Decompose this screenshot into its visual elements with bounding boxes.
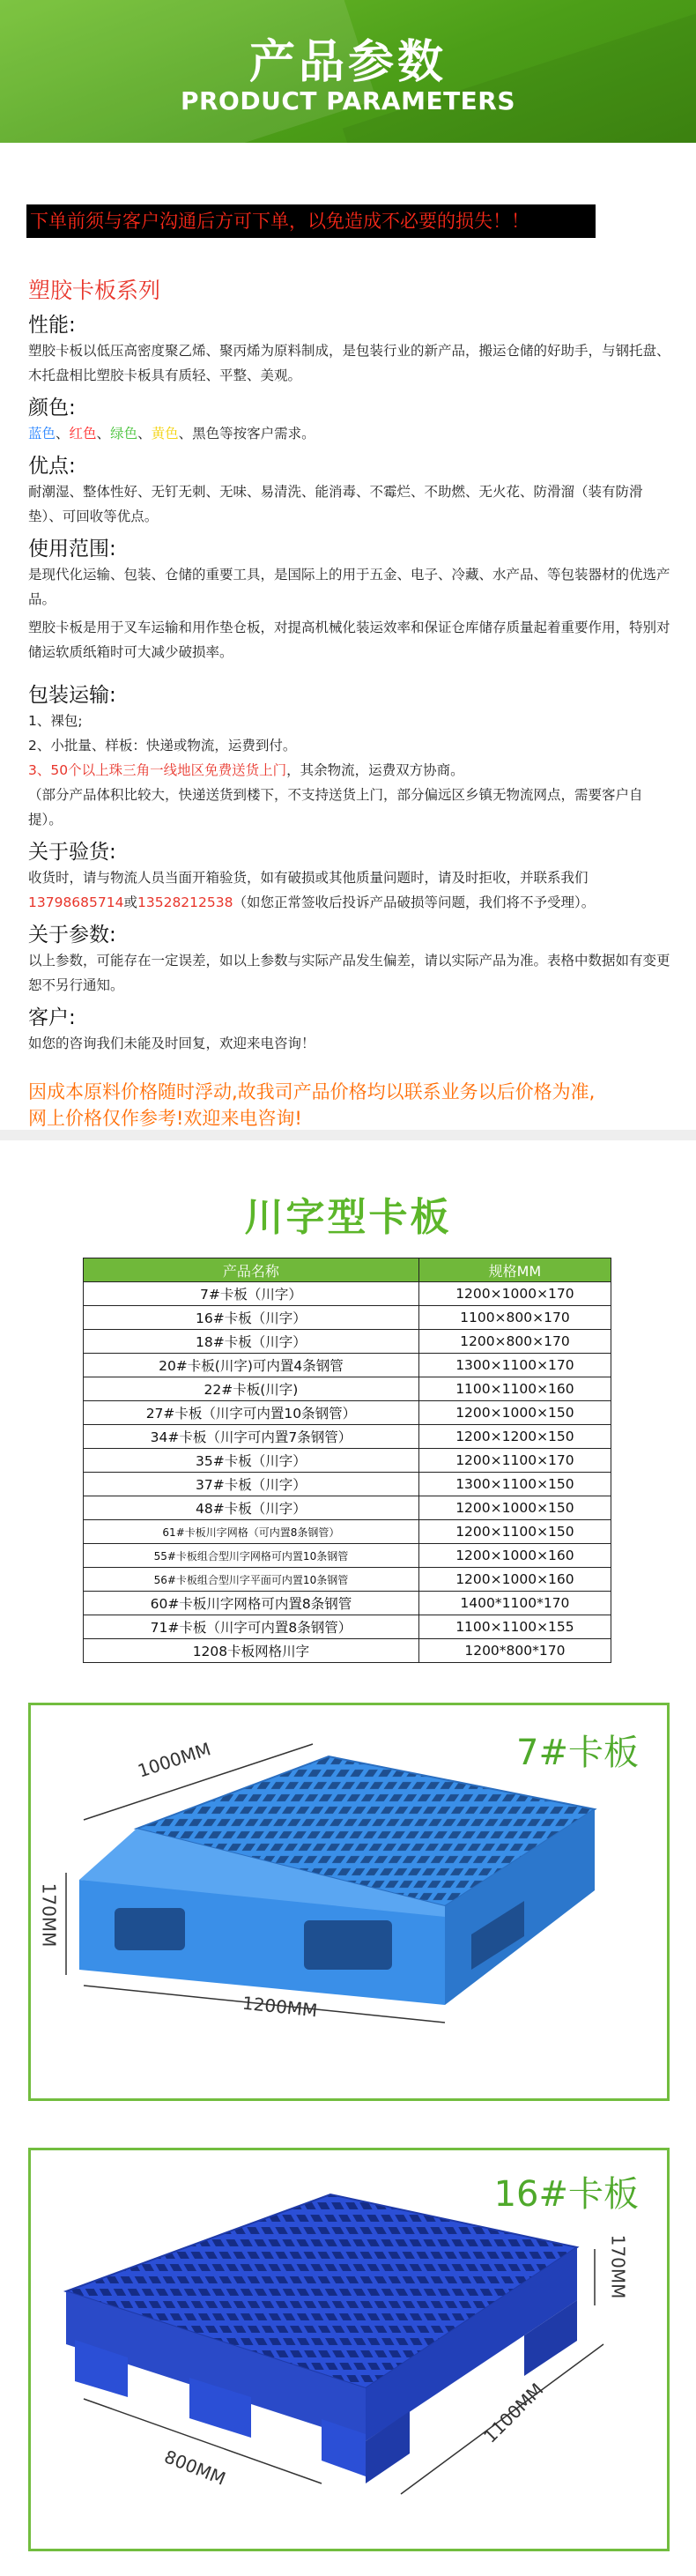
table-row	[84, 1473, 611, 1496]
product-card-16	[28, 2148, 670, 2551]
table-row	[84, 1592, 611, 1615]
color-separator: 、	[137, 426, 152, 442]
table-cell-name: 37#卡板（川字）	[84, 1473, 419, 1496]
color-blue: 蓝色	[28, 426, 56, 442]
color-tail: 等按客户需求。	[219, 426, 315, 442]
table-row	[84, 1639, 611, 1663]
dimension-width: 1000MM	[135, 1738, 214, 1782]
shipping-line-2: 2、小批量、样板：快递或物流，运费到付。	[28, 738, 297, 753]
table-cell-name: 27#卡板（川字可内置10条钢管）	[84, 1401, 419, 1425]
table-cell-name: 34#卡板（川字可内置7条钢管）	[84, 1425, 419, 1449]
table-cell-name: 35#卡板（川字）	[84, 1449, 419, 1473]
table-row	[84, 1330, 611, 1354]
table-row	[84, 1354, 611, 1377]
params-heading: 关于参数:	[28, 924, 116, 947]
shipping-line-3-tail: ，其余物流，运费双方协商。	[286, 762, 464, 778]
usage-text-1: 是现代化运输、包装、仓储的重要工具，是国际上的用于五金、电子、冷藏、水产品、等包装器材的优选产品。	[28, 567, 670, 607]
table-cell-spec: 1400*1100*170	[418, 1592, 611, 1615]
table-cell-name: 22#卡板(川字)	[84, 1377, 419, 1401]
table-row	[84, 1306, 611, 1330]
phone-number-1[interactable]: 13798685714	[28, 895, 124, 910]
advantages-heading: 优点:	[28, 455, 76, 478]
pallet-16-illustration	[31, 2150, 667, 2549]
inspection-heading: 关于验货:	[28, 841, 116, 864]
dimension-length: 1100MM	[479, 2379, 548, 2447]
color-separator: 、	[56, 426, 70, 442]
table-cell-spec: 1100×1100×155	[418, 1615, 611, 1639]
dimension-height: 170MM	[607, 2234, 629, 2299]
table-row	[84, 1282, 611, 1306]
section-divider	[0, 1130, 696, 1140]
table-row	[84, 1449, 611, 1473]
price-notice-line-2: 网上价格仅作参考!欢迎来电咨询!	[28, 1108, 302, 1129]
color-separator: 、	[178, 426, 193, 442]
price-notice-line-1: 因成本原料价格随时浮动,故我司产品价格均以联系业务以后价格为准,	[28, 1081, 596, 1102]
table-row	[84, 1401, 611, 1425]
inspection-text	[28, 865, 671, 915]
table-cell-name: 1208卡板网格川字	[84, 1639, 419, 1663]
table-header-row	[84, 1258, 611, 1282]
order-warning: 下单前须与客户沟通后方可下单，以免造成不必要的损失！！	[26, 204, 596, 238]
inspection-tail: （如您正常签收后投诉产品破损等问题，我们将不予受理）。	[233, 895, 596, 910]
table-header-name: 产品名称	[84, 1258, 419, 1282]
pallet-7-illustration	[31, 1705, 667, 2098]
color-black: 黑色	[192, 426, 220, 442]
page-title: 产品参数	[248, 36, 447, 89]
table-cell-spec: 1200×1100×150	[418, 1520, 611, 1544]
page-subtitle: PRODUCT PARAMETERS	[180, 86, 516, 115]
color-heading: 颜色:	[28, 397, 76, 419]
table-cell-spec: 1200×1000×150	[418, 1496, 611, 1520]
table-title: 川字型卡板	[244, 1195, 452, 1240]
spec-table-body	[84, 1282, 611, 1663]
table-row	[84, 1520, 611, 1544]
table-cell-spec: 1200×1000×150	[418, 1401, 611, 1425]
nature-heading: 性能:	[28, 314, 76, 337]
table-cell-spec: 1200×1000×160	[418, 1544, 611, 1568]
table-cell-name: 20#卡板(川字)可内置4条钢管	[84, 1354, 419, 1377]
table-row	[84, 1377, 611, 1401]
service-text: 如您的咨询我们未能及时回复，欢迎来电咨询！	[28, 1036, 315, 1051]
inspection-text-main: 收货时，请与物流人员当面开箱验货，如有破损或其他质量问题时，请及时拒收，并联系我们	[28, 870, 589, 886]
color-yellow: 黄色	[151, 426, 179, 442]
intro-section	[0, 273, 696, 1132]
params-text: 以上参数，可能存在一定误差，如以上参数与实际产品发生偏差，请以实际产品为准。表格中数据如有变更恕不另行通知。	[28, 953, 670, 993]
product-label: 16#卡板	[493, 2174, 639, 2215]
table-cell-spec: 1200*800*170	[418, 1639, 611, 1663]
table-cell-name: 7#卡板（川字）	[84, 1282, 419, 1306]
table-cell-name: 60#卡板川字网格可内置8条钢管	[84, 1592, 419, 1615]
product-label: 7#卡板	[516, 1733, 639, 1773]
table-cell-spec: 1200×1100×170	[418, 1449, 611, 1473]
color-green: 绿色	[110, 426, 138, 442]
table-cell-name: 56#卡板组合型川字平面可内置10条钢管	[84, 1568, 419, 1592]
header-banner	[0, 0, 696, 143]
spec-table	[83, 1258, 611, 1663]
table-cell-spec: 1200×800×170	[418, 1330, 611, 1354]
table-cell-name: 16#卡板（川字）	[84, 1306, 419, 1330]
shipping-line-1: 1、裸包;	[28, 713, 83, 729]
nature-text: 塑胶卡板以低压高密度聚乙烯、聚丙烯为原料制成，是包装行业的新产品，搬运仓储的好助手，与钢托盘、木托盘相比塑胶卡板具有质轻、平整、美观。	[28, 343, 670, 383]
table-cell-spec: 1100×1100×160	[418, 1377, 611, 1401]
product-card-7	[28, 1703, 670, 2101]
dimension-height: 170MM	[38, 1882, 60, 1948]
table-cell-name: 71#卡板（川字可内置8条钢管）	[84, 1615, 419, 1639]
advantages-text: 耐潮湿、整体性好、无钉无刺、无味、易清洗、能消毒、不霉烂、不助燃、无火花、防滑溜（装有防滑垫）、可回收等优点。	[28, 484, 643, 524]
table-cell-spec: 1200×1200×150	[418, 1425, 611, 1449]
table-row	[84, 1425, 611, 1449]
table-row	[84, 1615, 611, 1639]
table-cell-spec: 1200×1000×170	[418, 1282, 611, 1306]
color-separator: 、	[96, 426, 111, 442]
shipping-line-4: （部分产品体积比较大，快递送货到楼下，不支持送货上门，部分偏远区乡镇无物流网点，需要客户自提）。	[28, 787, 643, 828]
table-cell-name: 48#卡板（川字）	[84, 1496, 419, 1520]
table-header-spec: 规格MM	[418, 1258, 611, 1282]
table-row	[84, 1544, 611, 1568]
phone-number-2[interactable]: 13528212538	[137, 895, 233, 910]
table-cell-spec: 1200×1000×160	[418, 1568, 611, 1592]
table-cell-name: 61#卡板川字网格（可内置8条钢管）	[84, 1520, 419, 1544]
table-row	[84, 1568, 611, 1592]
usage-heading: 使用范围:	[28, 538, 116, 560]
table-cell-spec: 1300×1100×150	[418, 1473, 611, 1496]
table-row	[84, 1496, 611, 1520]
dimension-width: 800MM	[161, 2446, 229, 2490]
inspection-or: 或	[123, 895, 137, 910]
free-delivery-note: 3、50个以上珠三角一线地区免费送货上门	[28, 762, 287, 778]
usage-text-2: 塑胶卡板是用于叉车运输和用作垫仓板，对提高机械化装运效率和保证仓库储存质量起着重要作用，特别对储运软质纸箱时可大减少破损率。	[28, 620, 670, 660]
service-heading: 客户:	[28, 1006, 76, 1029]
shipping-heading: 包装运输:	[28, 684, 116, 707]
color-text	[28, 421, 671, 446]
table-cell-name: 55#卡板组合型川字网格可内置10条钢管	[84, 1544, 419, 1568]
color-red: 红色	[69, 426, 97, 442]
shipping-line-3	[28, 758, 671, 783]
series-title: 塑胶卡板系列	[28, 278, 161, 303]
table-cell-spec: 1100×800×170	[418, 1306, 611, 1330]
table-cell-name: 18#卡板（川字）	[84, 1330, 419, 1354]
table-cell-spec: 1300×1100×170	[418, 1354, 611, 1377]
dimension-length: 1200MM	[241, 1992, 319, 2022]
